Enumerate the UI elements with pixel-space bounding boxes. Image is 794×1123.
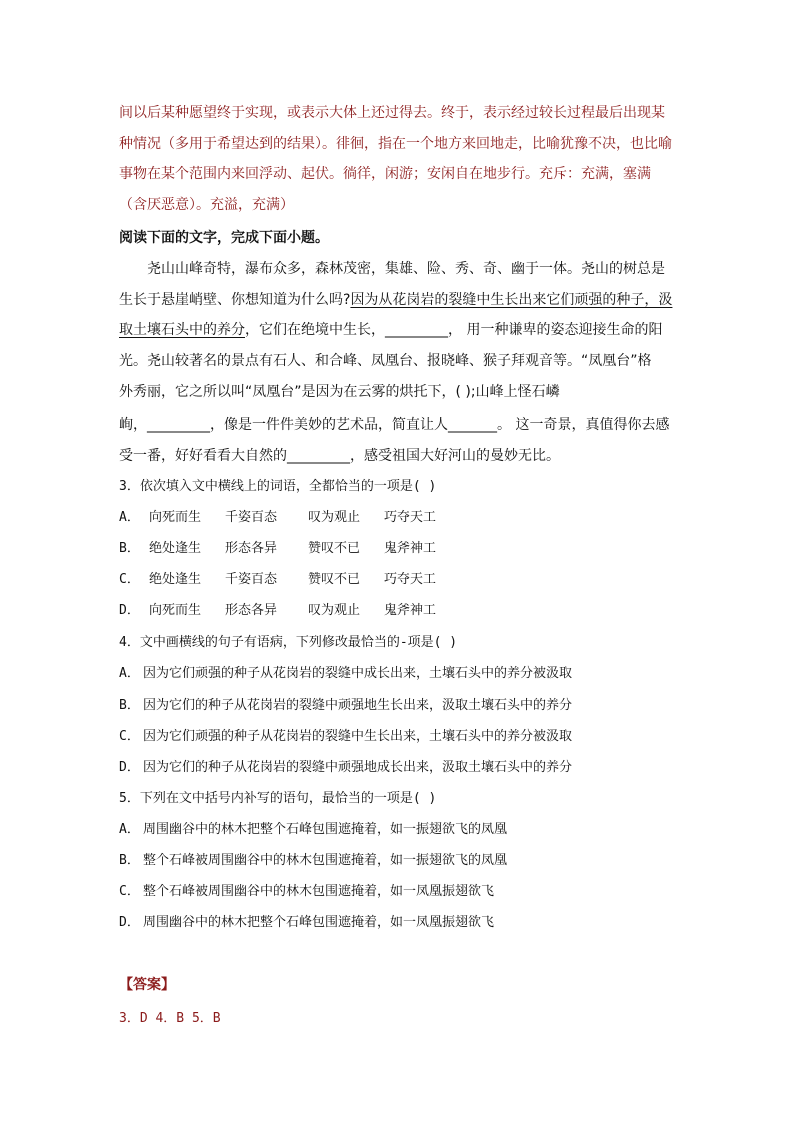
- option-text: 因为它们的种子从花岗岩的裂缝中顽强地成长出来，汲取土壤石头中的养分: [143, 760, 573, 775]
- option-label: A．: [119, 822, 140, 837]
- option-text: 整个石峰被周围幽谷中的林木包围遮掩着，如一凤凰振翅欲飞: [143, 884, 495, 899]
- option-row: [119, 851, 507, 871]
- passage-line: 外秀丽，它之所以叫“凤凰台”是因为在云雾的烘托下，( );山峰上怪石嶙: [119, 384, 560, 400]
- option-label: B．: [119, 853, 140, 868]
- option-row: [119, 727, 572, 747]
- option-row: [119, 570, 436, 590]
- option-cell: 赞叹不已: [308, 541, 361, 556]
- option-text: 周围幽谷中的林木把整个石峰包围遮掩着，如一振翅欲飞的凤凰: [143, 822, 508, 837]
- passage-line: 受一番，好好看看大自然的_________，感受祖国大好河山的曼妙无比。: [119, 448, 560, 464]
- underlined-sentence: 因为从花岗岩的裂缝中生长出来它们顽强的种子，汲: [350, 292, 673, 308]
- option-row: [119, 696, 572, 716]
- answer-values: 3．D 4．B 5．B: [119, 1011, 221, 1026]
- question-stem: 5．下列在文中括号内补写的语句，最恰当的一项是( ): [119, 791, 437, 806]
- reading-instruction: 阅读下面的文字，完成下面小题。: [119, 230, 329, 246]
- option-cell: 巧夺天工: [384, 572, 437, 587]
- option-label: D．: [119, 915, 140, 930]
- option-row: [119, 539, 436, 559]
- option-text: 因为它们顽强的种子从花岗岩的裂缝中生长出来，土壤石头中的养分被汲取: [143, 729, 573, 744]
- option-cell: 千姿百态: [225, 510, 278, 525]
- option-cell: 叹为观止: [308, 603, 361, 618]
- answer-heading: 【答案】: [119, 977, 175, 993]
- option-row: [119, 882, 494, 902]
- option-label: D．: [119, 603, 140, 618]
- option-row: [119, 601, 436, 621]
- passage-line: 尧山山峰奇特，瀑布众多，森林茂密，集雄、险、秀、奇、幽于一体。尧山的树总是: [147, 261, 665, 277]
- option-label: C．: [119, 884, 140, 899]
- option-row: [119, 913, 494, 933]
- option-row: [119, 508, 436, 528]
- option-label: B．: [119, 698, 140, 713]
- option-row: [119, 820, 507, 840]
- passage-text: ，它们在绝境中生长，_________， 用一种谦卑的姿态迎接生命的阳: [245, 322, 663, 338]
- option-cell: 向死而生: [149, 603, 202, 618]
- option-cell: 赞叹不已: [308, 572, 361, 587]
- explanation-line: 间以后某种愿望终于实现，或表示大体上还过得去。终于，表示经过较长过程最后出现某: [119, 105, 665, 121]
- option-label: A．: [119, 666, 140, 681]
- explanation-line: 事物在某个范围内来回浮动、起伏。徜徉，闲游；安闲自在地步行。充斥：充满，塞满: [119, 166, 651, 182]
- option-cell: 千姿百态: [225, 572, 278, 587]
- passage-line: 光。尧山较著名的景点有石人、和合峰、凤凰台、报晓峰、猴子拜观音等。“凤凰台”格: [119, 353, 652, 369]
- option-cell: 绝处逢生: [149, 541, 202, 556]
- option-text: 因为它们顽强的种子从花岗岩的裂缝中成长出来，土壤石头中的养分被汲取: [143, 666, 573, 681]
- underlined-sentence: 取土壤石头中的养分: [119, 322, 245, 338]
- option-label: B．: [119, 541, 140, 556]
- option-text: 整个石峰被周围幽谷中的林木包围遮掩着，如一振翅欲飞的凤凰: [143, 853, 508, 868]
- explanation-line: （含厌恶意）。充溢，充满）: [119, 197, 294, 213]
- option-cell: 叹为观止: [308, 510, 361, 525]
- option-label: C．: [119, 572, 140, 587]
- option-label: C．: [119, 729, 140, 744]
- option-cell: 鬼斧神工: [384, 541, 437, 556]
- question-stem: 4．文中画横线的句子有语病，下列修改最恰当的-项是( ): [119, 635, 458, 650]
- passage-text: 生长于悬崖峭壁、你想知道为什么吗?: [119, 292, 351, 308]
- option-cell: 鬼斧神工: [384, 603, 437, 618]
- option-cell: 绝处逢生: [149, 572, 202, 587]
- option-cell: 形态各异: [225, 603, 278, 618]
- option-text: 因为它们的种子从花岗岩的裂缝中顽强地生长出来，汲取土壤石头中的养分: [143, 698, 573, 713]
- passage-line: 峋，_________，像是一件件美妙的艺术品，简直让人_______。 这一奇景，真值得你去感: [119, 417, 670, 433]
- option-row: [119, 758, 572, 778]
- option-cell: 形态各异: [225, 541, 278, 556]
- option-text: 周围幽谷中的林木把整个石峰包围遮掩着，如一凤凰振翅欲飞: [143, 915, 495, 930]
- option-label: A．: [119, 510, 140, 525]
- option-cell: 向死而生: [149, 510, 202, 525]
- explanation-line: 种情况（多用于希望达到的结果）。徘徊，指在一个地方来回地走，比喻犹豫不决，也比喻: [119, 136, 672, 152]
- option-cell: 巧夺天工: [384, 510, 437, 525]
- passage-line: [119, 320, 662, 340]
- option-row: [119, 664, 572, 684]
- passage-line: [119, 290, 672, 310]
- option-label: D．: [119, 760, 140, 775]
- question-stem: 3．依次填入文中横线上的词语，全都恰当的一项是( ): [119, 479, 437, 494]
